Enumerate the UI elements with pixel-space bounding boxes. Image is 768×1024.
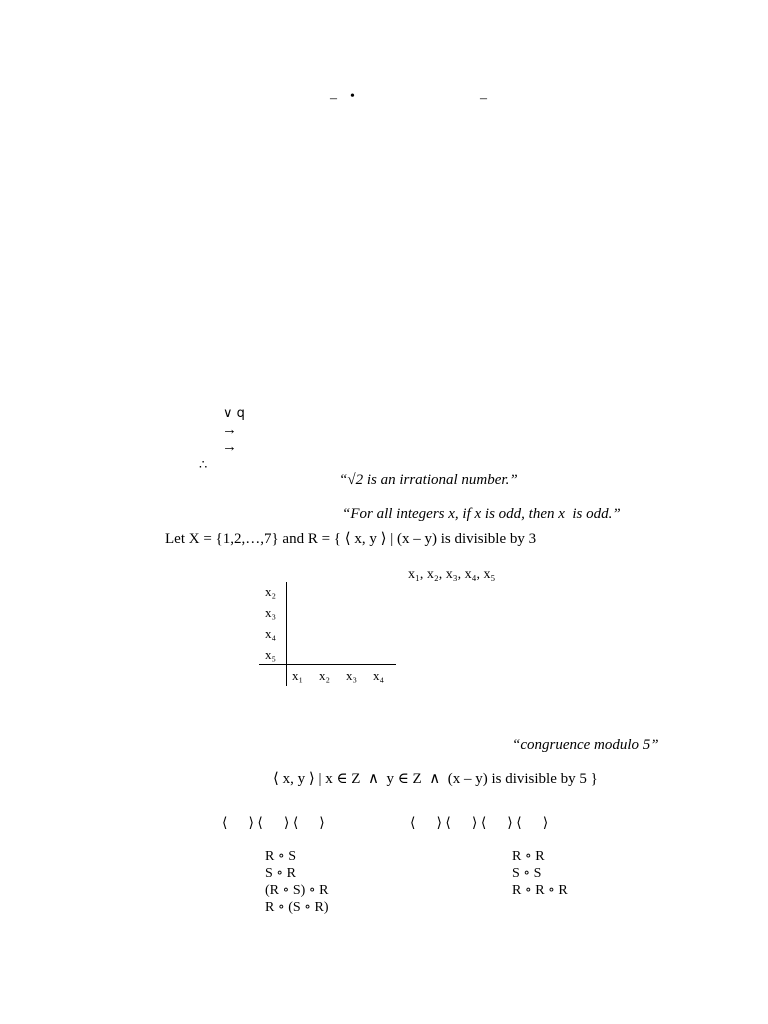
header-bullet: • [350, 89, 355, 104]
points-list: x₁, x₂, x₃, x₄, x₅ [408, 567, 496, 582]
relation-definition: Let X = {1,2,…,7} and R = { ⟨ x, y ⟩ | (x – y) is divisible by 3 [165, 531, 537, 547]
composition-item: (R ∘ S) ∘ R [265, 883, 329, 898]
congruence-set: ⟨ x, y ⟩ | x ∈ Z ∧ y ∈ Z ∧ (x – y) is divisible by 5 } [273, 771, 598, 787]
pairs-left: ⟨ ⟩ ⟨ ⟩ ⟨ ⟩ [222, 816, 325, 831]
logic-or-q: ∨ q [223, 406, 245, 421]
grid-y-label: x₃ [265, 605, 277, 620]
grid-vertical-axis [286, 582, 287, 686]
header-dash-right: – [480, 91, 487, 106]
grid-x-label: x₁ [292, 668, 304, 683]
grid-x-label: x₃ [346, 668, 358, 683]
header-dash-left: – [330, 91, 337, 106]
grid-y-label: x₂ [265, 584, 277, 599]
odd-integers-quote: “For all integers x, if x is odd, then x is odd.” [342, 506, 621, 522]
grid-y-label: x₅ [265, 647, 277, 662]
composition-item: S ∘ R [265, 866, 296, 881]
congruence-quote: “congruence modulo 5” [512, 737, 659, 753]
composition-item: R ∘ S [265, 849, 296, 864]
grid-y-label: x₄ [265, 626, 277, 641]
grid-horizontal-axis [259, 664, 396, 665]
grid-x-label: x₂ [319, 668, 331, 683]
sqrt2-quote: “√2 is an irrational number.” [339, 472, 518, 488]
grid-x-label: x₄ [373, 668, 385, 683]
therefore-symbol: ∴ [199, 457, 208, 472]
composition-item: R ∘ (S ∘ R) [265, 900, 329, 915]
composition-item: S ∘ S [512, 866, 542, 881]
logic-arrow-1: → [222, 422, 237, 438]
logic-arrow-2: → [222, 439, 237, 455]
pairs-right: ⟨ ⟩ ⟨ ⟩ ⟨ ⟩ ⟨ ⟩ [410, 816, 549, 831]
composition-item: R ∘ R ∘ R [512, 883, 568, 898]
composition-item: R ∘ R [512, 849, 545, 864]
